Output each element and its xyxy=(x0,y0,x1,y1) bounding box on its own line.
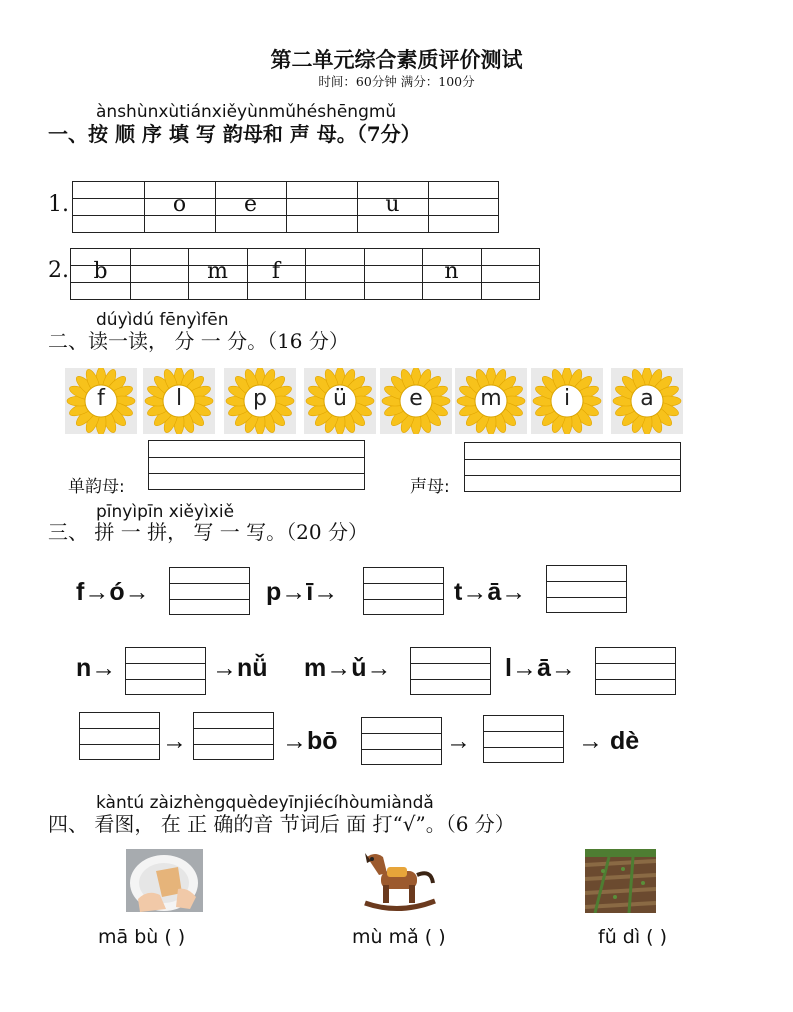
q3-expression: →nǚ xyxy=(212,654,268,682)
sunflower-card xyxy=(304,368,376,434)
q3-answer-grid[interactable] xyxy=(125,647,206,695)
q4-heading: 四、 看图， 在 正 确的音 节词后 面 打“√”。（6 分） xyxy=(48,812,515,836)
sunflower-card xyxy=(455,368,527,434)
q1-row2-number: 2. xyxy=(48,258,69,283)
q2-answer-grid-left[interactable] xyxy=(148,440,365,490)
sunflower-card xyxy=(611,368,683,434)
q1-row2-cell: m xyxy=(207,259,228,284)
q3-expression: →bō xyxy=(282,727,338,755)
q1-row2-grid[interactable] xyxy=(70,248,540,300)
sunflower-card xyxy=(143,368,215,434)
picture-rocking-horse xyxy=(357,849,440,914)
sunflower-letter: p xyxy=(253,386,267,411)
sunflower-card xyxy=(224,368,296,434)
sunflower-card xyxy=(531,368,603,434)
page-subtitle: 时间：60分钟 满分：100分 xyxy=(318,74,475,89)
q3-heading: 三、 拼 一 拼， 写 一 写。（20 分） xyxy=(48,520,368,544)
q3-expression: l→ā→ xyxy=(505,654,576,682)
q2-label-left: 单韵母: xyxy=(68,477,125,497)
q3-pinyin: pīnyìpīn xiěyìxiě xyxy=(96,502,235,522)
q3-answer-grid[interactable] xyxy=(595,647,676,695)
sunflower-letter: l xyxy=(175,386,183,411)
q3-answer-grid[interactable] xyxy=(79,712,160,760)
q1-heading: 一、按 顺 序 填 写 韵母和 声 母。（7分） xyxy=(48,122,421,146)
q3-answer-grid[interactable] xyxy=(363,567,444,615)
q3-expression: f→ó→ xyxy=(76,578,150,606)
q4-answer-option[interactable]: fǔ dì ( ) xyxy=(598,926,668,948)
q3-expression: → xyxy=(446,727,471,755)
q3-answer-grid[interactable] xyxy=(361,717,442,765)
q1-row1-number: 1. xyxy=(48,192,69,217)
q3-answer-grid[interactable] xyxy=(546,565,627,613)
q1-row1-cell: e xyxy=(243,192,258,217)
picture-cloth-wiping-plate xyxy=(126,849,203,912)
q3-expression: → xyxy=(162,727,187,755)
sunflower-card xyxy=(65,368,137,434)
q1-row2-cell: n xyxy=(444,259,459,284)
q1-row1-grid[interactable] xyxy=(72,181,499,233)
q1-pinyin: ànshùnxùtiánxiěyùnmǔhéshēngmǔ xyxy=(96,102,397,122)
q2-label-right: 声母: xyxy=(410,477,450,497)
q3-expression: n→ xyxy=(76,654,117,682)
q3-expression: p→ī→ xyxy=(266,578,339,606)
sunflower-card xyxy=(380,368,452,434)
sunflower-letter: i xyxy=(563,386,571,411)
q3-answer-grid[interactable] xyxy=(410,647,491,695)
q1-row1-cell: o xyxy=(172,192,187,217)
sunflower-letter: e xyxy=(409,386,423,411)
q3-answer-grid[interactable] xyxy=(169,567,250,615)
sunflower-letter: m xyxy=(480,386,502,411)
sunflower-letter: ü xyxy=(333,386,347,411)
picture-farmland xyxy=(585,849,656,913)
q4-pinyin: kàntú zàizhèngquèdeyīnjiécíhòumiàndǎ xyxy=(96,793,434,813)
q3-expression: t→ā→ xyxy=(454,578,527,606)
q4-answer-option[interactable]: mā bù ( ) xyxy=(98,926,186,948)
q2-pinyin: dúyìdú fēnyìfēn xyxy=(96,310,229,330)
q2-heading: 二、读一读， 分 一 分。（16 分） xyxy=(48,329,349,353)
page-title: 第二单元综合素质评价测试 xyxy=(270,47,523,72)
q4-answer-option[interactable]: mù mǎ ( ) xyxy=(352,926,446,948)
q1-row1-cell: u xyxy=(385,192,400,217)
sunflower-letter: a xyxy=(640,386,654,411)
q3-answer-grid[interactable] xyxy=(193,712,274,760)
sunflower-letter: f xyxy=(97,386,105,411)
q3-expression: → dè xyxy=(578,727,640,755)
q1-row2-cell: b xyxy=(93,259,108,284)
q3-expression: m→ǔ→ xyxy=(304,654,392,682)
q1-row2-cell: f xyxy=(271,259,281,284)
q3-answer-grid[interactable] xyxy=(483,715,564,763)
q2-answer-grid-right[interactable] xyxy=(464,442,681,492)
